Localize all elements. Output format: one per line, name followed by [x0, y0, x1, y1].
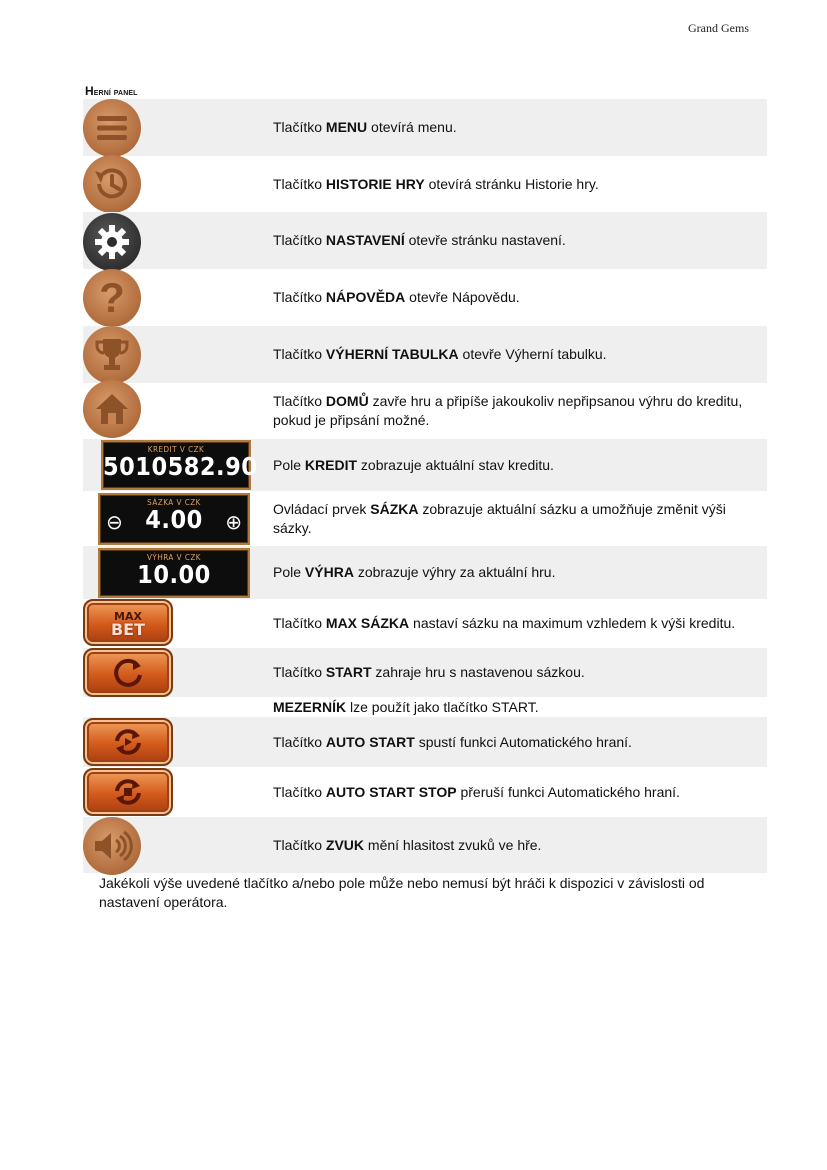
row-text: Tlačítko MENU otevírá menu.	[273, 119, 457, 135]
sound-icon[interactable]	[83, 817, 141, 875]
row-history	[83, 156, 767, 212]
credit-panel: KREDIT V CZK 5010582.90	[101, 440, 251, 490]
row-autoplay-stop	[83, 767, 767, 817]
row-text: Tlačítko MAX SÁZKA nastaví sázku na maximum vzhledem k výši kreditu.	[273, 615, 736, 631]
home-icon[interactable]	[83, 380, 141, 438]
row-text: Tlačítko AUTO START spustí funkci Automatického hraní.	[273, 733, 632, 750]
win-panel: VÝHRA V CZK 10.00	[98, 548, 250, 598]
spin-icon	[111, 656, 145, 690]
row-win	[83, 546, 767, 599]
spin-button[interactable]	[83, 648, 173, 697]
row-text: Tlačítko NASTAVENÍ otevře stránku nastavení.	[273, 232, 566, 248]
document-title: Grand Gems	[688, 21, 749, 35]
row-text: MEZERNÍK lze použít jako tlačítko START.	[273, 698, 539, 715]
footnote: Jakékoli výše uvedené tlačítko a/nebo pole může nebo nemusí být hráči k dispozici v závislosti od nastavení operátora.	[99, 875, 705, 910]
row-credit	[83, 439, 767, 491]
settings-icon[interactable]	[83, 213, 141, 271]
row-text: Tlačítko NÁPOVĚDA otevře Nápovědu.	[273, 289, 520, 305]
bet-decrease-button[interactable]: ⊖	[106, 510, 123, 534]
row-maxbet	[83, 599, 767, 648]
help-icon[interactable]: ?	[83, 269, 141, 327]
row-spacebar	[83, 697, 767, 717]
row-home	[83, 383, 767, 439]
row-text: Ovládací prvek SÁZKA zobrazuje aktuální sázku a umožňuje změnit výši sázky.	[273, 500, 726, 536]
row-text: Tlačítko AUTO START STOP přeruší funkci Automatického hraní.	[273, 783, 680, 800]
autoplay-button[interactable]	[83, 718, 173, 766]
autoplay-stop-button[interactable]	[83, 768, 173, 816]
row-text: Pole KREDIT zobrazuje aktuální stav kreditu.	[273, 456, 554, 473]
bet-panel: SÁZKA V CZK 4.00 ⊖ ⊕	[98, 493, 250, 545]
row-text: Tlačítko HISTORIE HRY otevírá stránku Historie hry.	[273, 175, 599, 192]
autoplay-icon	[111, 727, 145, 757]
autoplay-stop-icon	[111, 777, 145, 807]
max-bet-button[interactable]: MAX BET	[83, 599, 173, 646]
row-text: Tlačítko VÝHERNÍ TABULKA otevře Výherní tabulku.	[273, 346, 607, 362]
row-text: Tlačítko ZVUK mění hlasitost zvuků ve hře.	[273, 836, 542, 853]
row-menu	[83, 99, 767, 156]
history-icon[interactable]	[83, 155, 141, 213]
row-settings	[83, 212, 767, 269]
row-text: Tlačítko START zahraje hru s nastavenou sázkou.	[273, 664, 585, 680]
row-paytable	[83, 326, 767, 383]
game-panel-table	[83, 99, 767, 873]
trophy-icon[interactable]	[83, 326, 141, 384]
row-text: Tlačítko DOMŮ zavře hru a připíše jakoukoliv nepřipsanou výhru do kreditu, pokud je připsání možné.	[273, 393, 743, 428]
bet-increase-button[interactable]: ⊕	[225, 510, 242, 534]
menu-icon[interactable]	[83, 99, 141, 157]
row-help	[83, 269, 767, 326]
row-text: Pole VÝHRA zobrazuje výhry za aktuální hru.	[273, 564, 556, 580]
section-title: Herní panel	[85, 84, 138, 98]
row-sound	[83, 817, 767, 873]
row-bet	[83, 491, 767, 546]
row-start	[83, 648, 767, 697]
row-autoplay	[83, 717, 767, 767]
